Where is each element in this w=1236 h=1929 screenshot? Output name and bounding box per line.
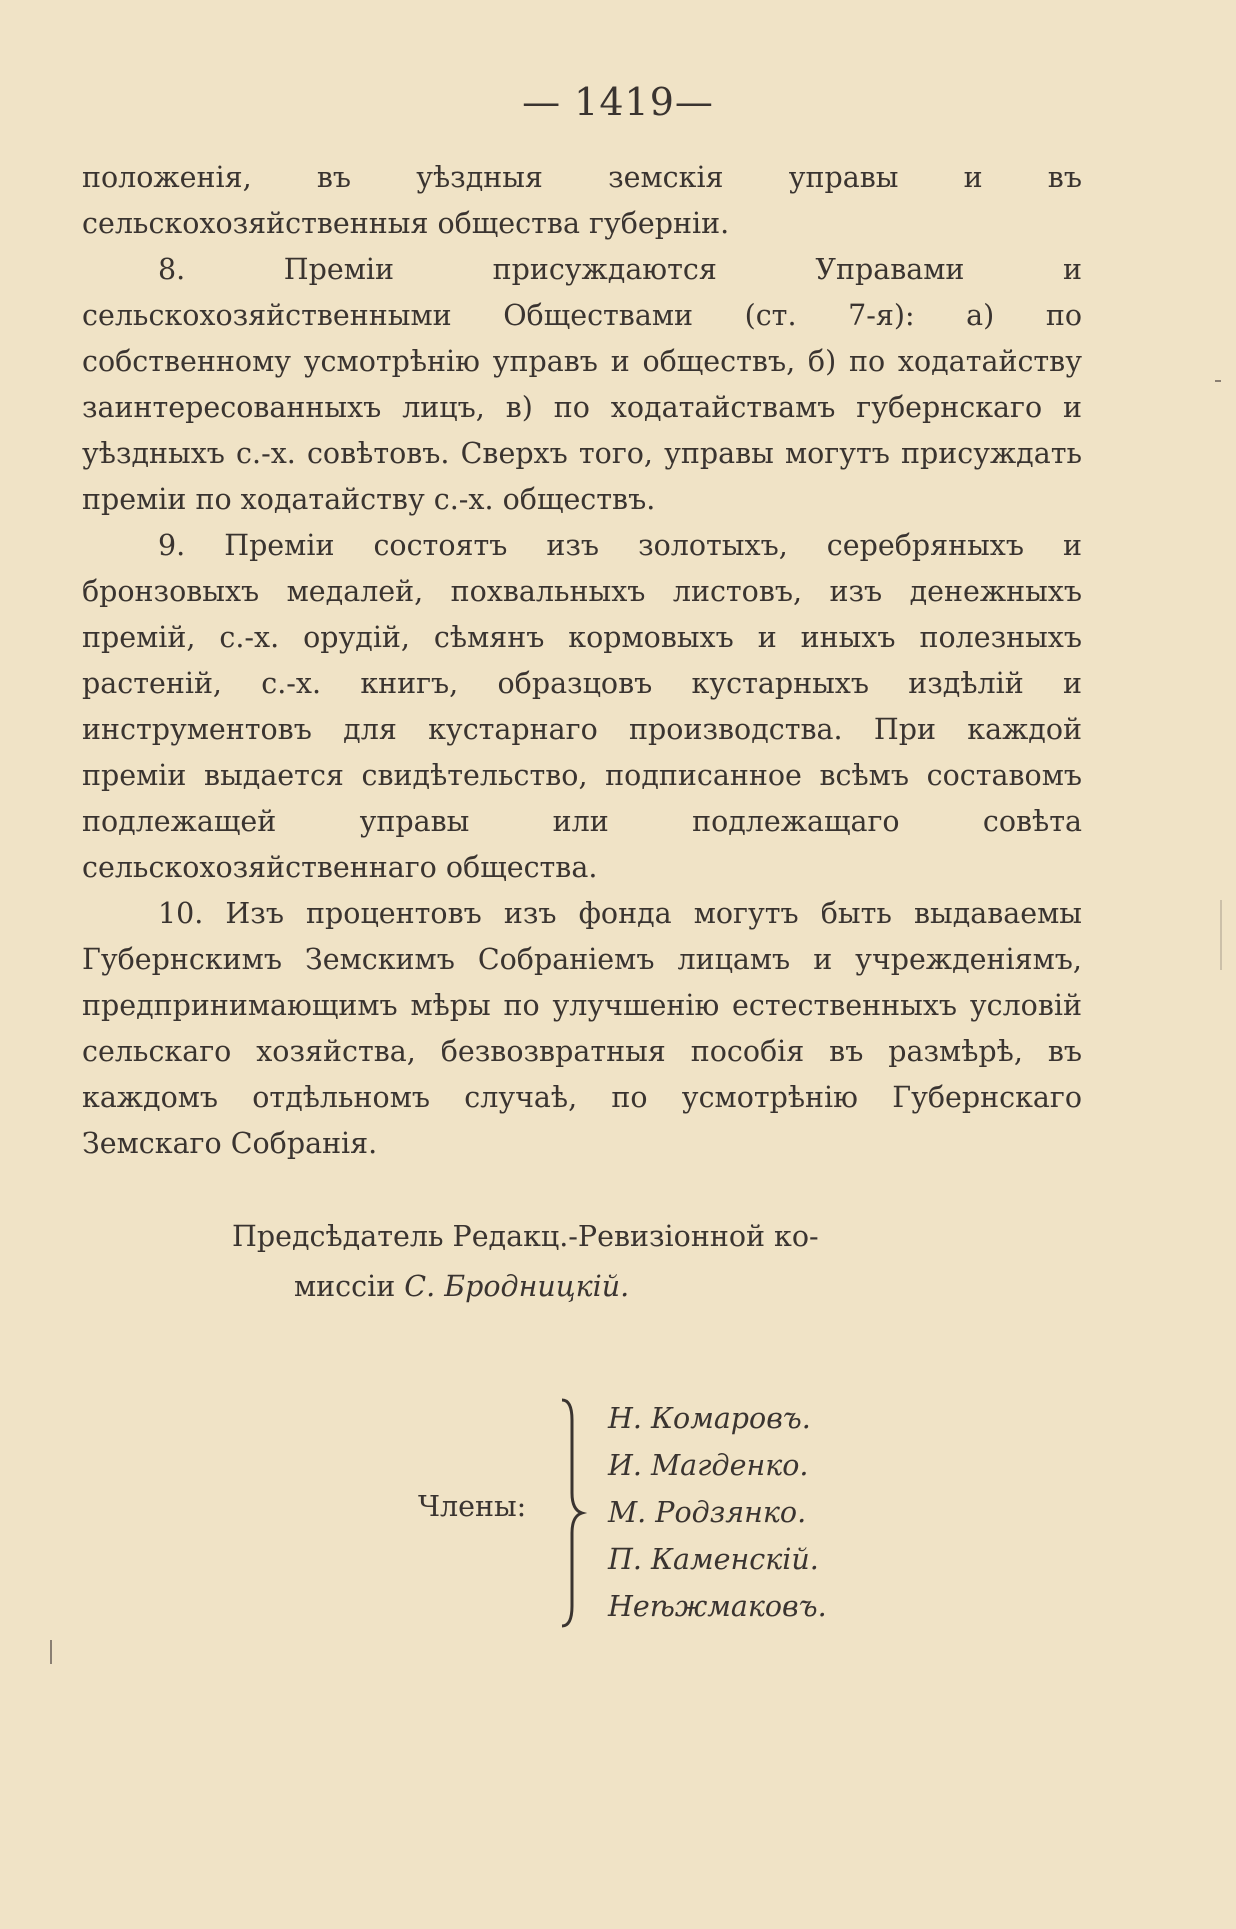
members-label: Члены: [418,1490,527,1523]
chairman-title-line1: Предсѣдатель Редакц.-Ревизіонной ко- [232,1220,819,1253]
member-komarov: Н. Комаровъ. [608,1402,811,1435]
members-list [608,1395,827,1630]
member-magdenko: И. Магденко. [608,1449,809,1482]
member-kamensky: П. Каменскій. [608,1543,819,1576]
paragraph-8: 8. Преміи присуждаются Управами и сельскохозяйственными Обществами (ст. 7-я): а) по собственному усмотрѣнію управъ и обществъ, б) по ходатайству заинтересованныхъ лицъ, в) по ходатайствамъ губернскаго и уѣздныхъ с.-х. совѣтовъ. Сверхъ того, управы могутъ присуждать преміи по ходатайству с.-х. обществъ. [82,253,1082,516]
member-rodzyanko: М. Родзянко. [608,1496,807,1529]
chairman-title-line2-wrap [232,1262,819,1312]
paragraph-10: 10. Изъ процентовъ изъ фонда могутъ быть выдаваемы Губернскимъ Земскимъ Собраніемъ лицамъ и учрежденіямъ, предпринимающимъ мѣры по улучшенію естественныхъ условій сельскаго хозяйства, безвозвратныя пособія въ размѣрѣ, въ каждомъ отдѣльномъ случаѣ, по усмотрѣнію Губернскаго Земскаго Собранія. [82,897,1082,1160]
member-nezhmakov: Неѣжмаковъ. [608,1590,827,1623]
paper-speck [1215,380,1221,382]
paragraph-continuation: положенія, въ уѣздныя земскія управы и въ сельскохозяйственныя общества губерніи. [82,161,1082,240]
page-number: — 1419— [522,80,714,124]
chairman-title-line2: миссіи [294,1270,396,1303]
paragraph-9: 9. Преміи состоятъ изъ золотыхъ, серебряныхъ и бронзовыхъ медалей, похвальныхъ листовъ, изъ денежныхъ премій, с.-х. орудій, сѣмянъ кормовыхъ и иныхъ полезныхъ растеній, с.-х. книгъ, образцовъ кустарныхъ издѣлій и инструментовъ для кустарнаго производства. При каждой преміи выдается свидѣтельство, подписанное всѣмъ составомъ подлежащей управы или подлежащаго совѣта сельскохозяйственнаго общества. [82,529,1082,884]
chairman-signature [232,1212,819,1312]
chairman-name: С. Бродницкій. [404,1270,630,1303]
paper-speck [1220,900,1222,970]
body-text [82,155,1082,1167]
curly-brace-icon [558,1398,588,1628]
paper-speck [50,1640,52,1664]
